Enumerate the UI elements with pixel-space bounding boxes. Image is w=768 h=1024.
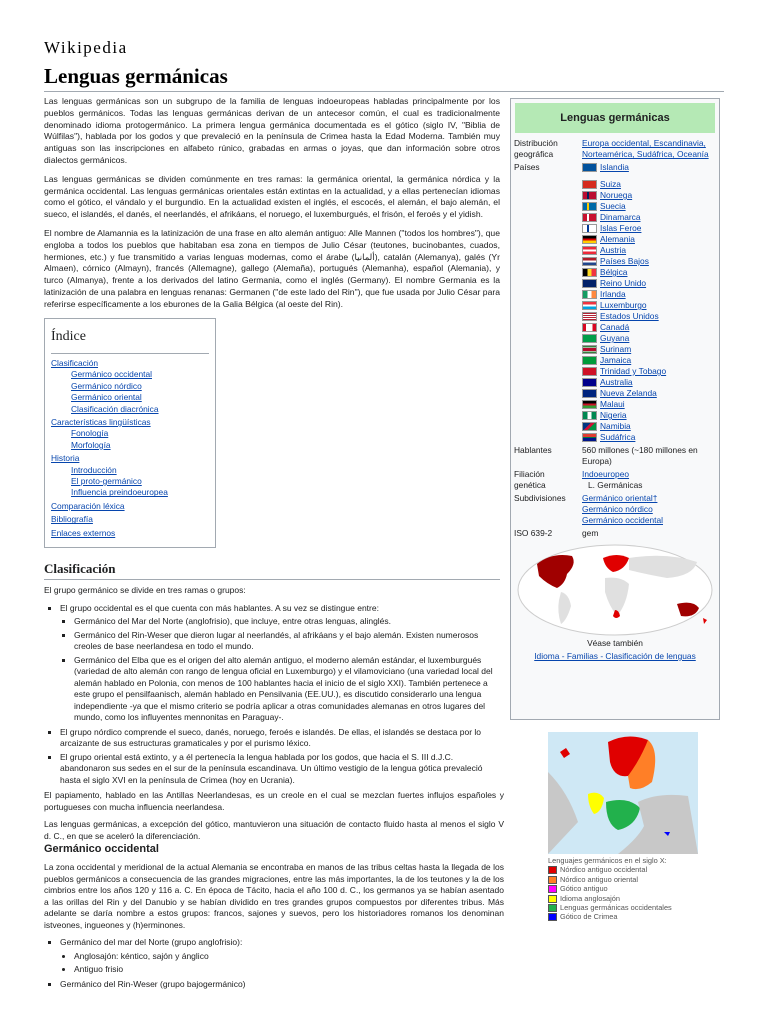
clasificacion-body [44,585,504,848]
flag-icon [582,235,597,244]
infobox-table [511,137,719,540]
subdivision-link[interactable]: Germánico occidental [582,515,663,525]
clasificacion-intro: El grupo germánico se divide en tres ramas o grupos: [44,585,246,595]
see-also-links[interactable]: Idioma - Familias - Clasificación de lenguas [534,651,696,661]
flag-icon [582,180,597,189]
country-item[interactable]: Noruega [582,190,716,201]
list-item: ▪ Germánico del Mar del Norte (anglofrisio), que incluye, entre otras lenguas, alinglés. [74,616,504,628]
flag-icon [582,367,597,376]
country-item[interactable]: Jamaica [582,355,716,366]
flag-icon [582,345,597,354]
flag-icon [582,224,597,233]
flag-icon [582,400,597,409]
country-item[interactable]: Irlanda [582,289,716,300]
toc-item[interactable]: Características lingüísticas [51,417,151,428]
toc-item[interactable]: Germánico nórdico [71,380,142,391]
list-item: ▪ Germánico del Elba que es el origen del alto alemán antiguo, el moderno alemán estándar, el luxemburgués (variedad de alto alemán con rango de lengua oficial en Luxemburgo) y el vilamoviciano (una variedad local del alemán hablado en Polonia, con menos de 100 hablantes hacia el inicio de el siglo XXI). También pertenece a este grupo el pensilfaanisch, alemán hablado en Pensilvania (EE.UU.), es discutido considerarlo una lengua independiente -ya que el mismo criterio se podría aplicar a otras comunidades alemanas en otros lugares del mundo, como los influyentes mennonitas en Paraguay-. [74,655,504,724]
toc-item[interactable]: Germánico occidental [71,369,152,380]
title-divider [44,91,724,92]
toc-divider [51,353,209,354]
map-legend [548,856,672,922]
list-item: ▪ Germánico del Rin-Weser (grupo bajogermánico) [60,979,504,991]
country-item[interactable]: Luxemburgo [582,300,716,311]
country-item[interactable]: Estados Unidos [582,311,716,322]
toc-item[interactable]: Enlaces externos [51,527,116,538]
country-item[interactable]: Trinidad y Tobago [582,366,716,377]
list-item: ▪ El grupo nórdico comprende el sueco, danés, noruego, feroés e islandés. De ellas, el islandés se destaca por lo arcaizante de sus estructuras gramaticales y por el purismo léxico. [60,727,504,750]
flag-icon [582,422,597,431]
country-item[interactable]: Suecia [582,201,716,212]
infobox-value: gem [582,528,599,538]
branch-list [44,603,504,787]
flag-icon [582,246,597,255]
flag-icon [582,312,597,321]
see-also-label: Véase también [587,638,643,648]
filiacion-sub: L. Germánicas [588,480,643,490]
country-item[interactable]: Nigeria [582,410,716,421]
list-item: • Anglosajón: kéntico, sajón y ánglico [74,951,504,963]
subdivision-link[interactable]: Germánico nórdico [582,504,653,514]
infobox-label: ISO 639-2 [514,528,553,538]
infobox-value[interactable]: Europa occidental, Escandinavia, Norteamérica, Sudáfrica, Oceanía [582,138,709,159]
table-of-contents [44,318,216,548]
legend-item: Gótico antiguo [548,884,672,893]
flag-icon [582,356,597,365]
occidental-body [44,862,504,994]
infobox-value: 560 millones (~180 millones en Europa) [582,445,698,466]
flag-icon [582,334,597,343]
infobox-label: Hablantes [514,445,552,455]
country-item[interactable]: Dinamarca [582,212,716,223]
country-item[interactable]: Alemania [582,234,716,245]
toc-item[interactable]: El proto-germánico [71,476,142,487]
flag-icon [582,301,597,310]
flag-icon [582,378,597,387]
infobox-label: Países [514,162,540,172]
flag-icon [582,290,597,299]
toc-item[interactable]: Influencia preindoeuropea [71,487,168,498]
infobox [510,98,720,720]
legend-item: Gótico de Crimea [548,912,672,921]
infobox-label: Distribución geográfica [514,138,558,159]
legend-title: Lenguajes germánicos en el siglo X: [548,856,667,865]
country-item[interactable]: Suiza [582,179,716,190]
flag-icon [582,279,597,288]
country-item[interactable]: Malaui [582,399,716,410]
lead-paragraph-3: El nombre de Alamannia es la latinización de una frase en alto alemán antiguo: Alle Mannen ("todos los hombres"), que engloba a todos los pueblos que habitaban esa zona en tiempos de Julio César (teutones, bucinobantes, cuados, hermiones, etc.) y fue transmitido a varias lenguas modernas, como el árabe (ألمانيا), catalán (Alemanya), galés (Yr Almaen), córnico (Almayn), francés (Allemagne), gallego (Alemaña), portugués (Alemanha), español (Alemania), y turco (Almanya), frente a los derivados del latino Germania, como el inglés (Germany). El nombre Germania es la latinización de una palabra en lenguas renanas: Germanen ("de este lado del Rin"), que fue usada por Julio César para referirse específicamente a los eburones de la Galia Bélgica (al oeste del Rin). [44,227,500,309]
flag-icon [582,433,597,442]
europe-map-image[interactable] [548,732,698,854]
country-item[interactable]: Canadá [582,322,716,333]
flag-icon [582,268,597,277]
toc-item[interactable]: Historia [51,453,80,464]
world-map-image[interactable] [517,544,713,636]
toc-item[interactable]: Bibliografía [51,514,93,525]
section-divider [44,579,500,580]
lead-paragraph-1: Las lenguas germánicas son un subgrupo de la familia de lenguas indoeuropeas habladas principalmente por los pueblos germánicos. Todas las lenguas germánicas derivan de un antecesor común, el cual es tradicionalmente denominado idioma protogermánico. La primera lengua germánica documentada es el gótico (siglo IV, "Biblia de Wúlfilas"), hablada por los godos y que prevaleció en la península de Crimea hasta la Edad Moderna. También muy antiguas son las inscripciones en alfabeto rúnico, grabadas en armas o joyas, que dan información sobre otros dialectos germánicos. [44,96,500,165]
flag-icon [582,323,597,332]
legend-item: Lenguas germánicas occidentales [548,903,672,912]
occidental-list [44,937,504,990]
lead-section [44,96,500,318]
country-item[interactable]: Surinam [582,344,716,355]
country-item[interactable]: Australia [582,377,716,388]
page-title: Lenguas germánicas [44,64,228,88]
subdivision-link[interactable]: Germánico oriental† [582,493,658,503]
list-item: • Antiguo frisio [74,964,504,976]
flag-icon [582,411,597,420]
subsection-heading-occidental: Germánico occidental [44,843,159,855]
flag-icon [582,191,597,200]
contact-paragraph: Las lenguas germánicas, a excepción del gótico, mantuvieron una situación de contacto fluido hasta al menos el siglo V d. C., en que se aceleró la diferenciación. [44,819,504,841]
section-heading-clasificacion: Clasificación [44,561,116,576]
flag-icon [582,389,597,398]
toc-item[interactable]: Clasificación [51,358,99,368]
wikipedia-logo[interactable]: Wikipedia [44,38,128,57]
country-item[interactable]: Namibia [582,421,716,432]
papiamento-paragraph: El papiamento, hablado en las Antillas Neerlandesas, es un creole en el cual se mezclan fuertes influjos españoles y portugueses con mucha influencia neerlandesa. [44,790,504,812]
legend-item: Nórdico antiguo oriental [548,875,672,884]
country-item[interactable]: Sudáfrica [582,432,716,443]
infobox-value [579,468,719,492]
flag-icon [582,257,597,266]
country-item[interactable]: Austria [582,245,716,256]
list-item: ▪ El grupo occidental es el que cuenta con más hablantes. A su vez se distingue entre: ▪ Germánico del Mar del Norte (anglofrisio), que incluye, entre otras lenguas, alinglés. ▪ Germánico del Rin-Weser que dieron lugar al neerlandés, al afrikáans y el bajo alemán. Existen numerosos creoles de base neerlandesa en todo el mundo. ▪ Germánico del Elba que es el origen del alto alemán antiguo, el moderno alemán estándar, el luxemburgués (variedad de alto alemán con rango de lengua oficial en Luxemburgo) y el vilamoviciano (una variedad local del alemán hablado en Polonia, con menos de 100 hablantes hacia el inicio de el siglo XXI). También pertenece a este grupo el pensilfaanisch, alemán hablado en Pensilvania (EE.UU.), es discutido considerarlo una lengua independiente -ya que el mismo criterio se podría aplicar a otras comunidades alemanas en otros lugares del mundo, como los influyentes mennonitas en Paraguay-. [60,603,504,724]
flag-icon [582,163,597,172]
country-item[interactable]: Islandia [582,162,716,173]
lead-paragraph-2: Las lenguas germánicas se dividen comúnmente en tres ramas: la germánica oriental, la germánica nórdica y la germánica occidental. Las lenguas germánicas orientales están extintas en la actualidad, y a ellas pertenecían idiomas como el gótico, el vándalo y el burgundio. En la actualidad existen el inglés, el escocés, el alemán, el bajo alemán, el sueco, el islandés, el danés, el neerlandés, el afrikáans, el noruego, el luxemburgués, el frisón, el feroés y el yidish. [44,173,500,220]
list-item: ▪ El grupo oriental está extinto, y a él pertenecía la lengua hablada por los godos, que hacia el S. III d.J.C. abandonaron sus sedes en el sur de la península escandinava. Un último vestigio de la lengua gótica prevaleció hasta el siglo XVI en la península de Crimea (hoy en Ucrania). [60,752,504,787]
country-item[interactable]: Nueva Zelanda [582,388,716,399]
legend-item: Nórdico antiguo occidental [548,865,672,874]
toc-item[interactable]: Clasificación diacrónica [71,403,159,414]
infobox-value [579,492,719,527]
country-item[interactable]: Bélgica [582,267,716,278]
filiacion-link[interactable]: Indoeuropeo [582,469,630,479]
infobox-label: Subdivisiones [514,493,566,503]
toc-list [45,358,215,539]
country-item[interactable]: Islas Feroe [582,223,716,234]
country-item[interactable]: Guyana [582,333,716,344]
toc-item[interactable]: Introducción [71,464,117,475]
flag-icon [582,202,597,211]
occidental-paragraph: La zona occidental y meridional de la actual Alemania se encontraba en manos de las tribus celtas hasta la llegada de los pueblos germánicos a consecuencia de las grandes migraciones, entre las más importantes, la de los teutones y la de los cimbrios entre los años 120 y 116 a. C. En época de Tácito, hacia el año 100 d. C., los germanos ya se habían asentado a las orillas del Rin y del Danubio y se habían dividido en tres grandes grupos compuestos por diferentes tribus. Más adelante se daría nombre a estos grupos: francos, sajones y suevos, pero los historiadores romanos los denominan istveones, ingueones y (h)erminones. [44,862,504,930]
toc-item[interactable]: Germánico oriental [71,392,142,403]
infobox-label: Filiación genética [514,469,546,490]
toc-item[interactable]: Morfología [71,439,111,450]
toc-item[interactable]: Fonología [71,428,109,439]
flag-icon [582,213,597,222]
infobox-title: Lenguas germánicas [515,103,715,133]
toc-item[interactable]: Comparación léxica [51,500,125,511]
list-item: ▪ Germánico del mar del Norte (grupo anglofrisio): • Anglosajón: kéntico, sajón y ánglico • Antiguo frisio [60,937,504,976]
country-item[interactable]: Países Bajos [582,256,716,267]
legend-item: Idioma anglosajón [548,894,672,903]
country-list [579,161,719,444]
country-item[interactable]: Reino Unido [582,278,716,289]
sub-list [60,951,504,976]
list-item: ▪ Germánico del Rin-Weser que dieron lugar al neerlandés, al afrikáans y el bajo alemán. Existen numerosos creoles de base neerlandesa en todo el mundo. [74,630,504,653]
toc-title: Índice [51,329,86,344]
sub-list [60,616,504,724]
